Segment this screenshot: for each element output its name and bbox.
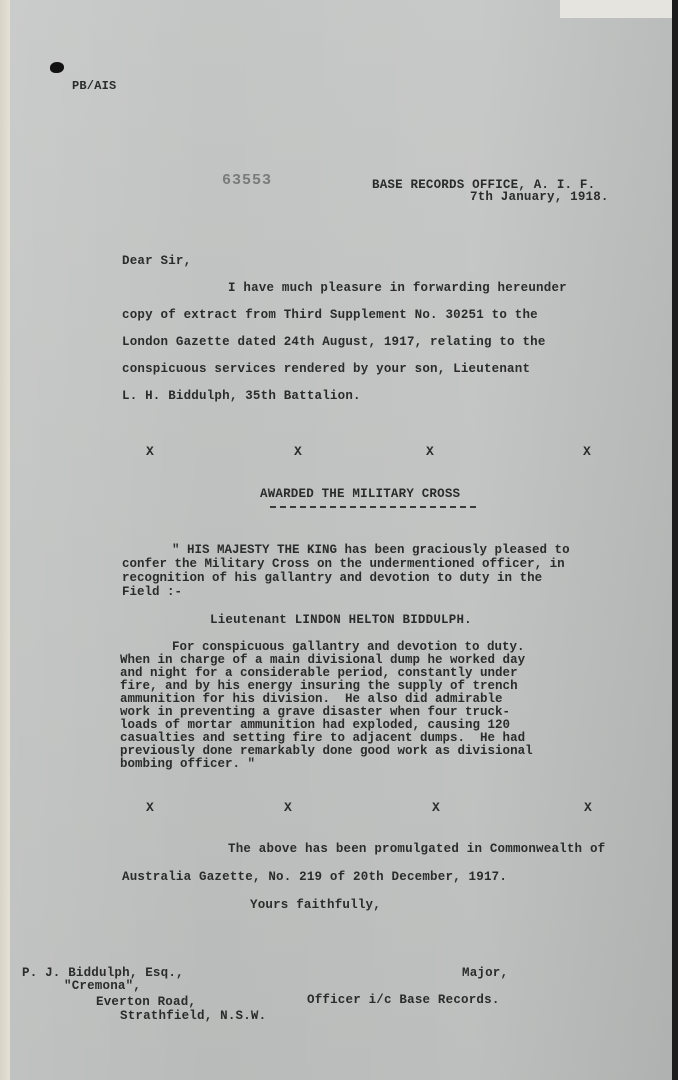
addressee-house: "Cremona", (64, 979, 142, 993)
reference-code: PB/AIS (72, 79, 117, 93)
separator-x: X (583, 444, 591, 459)
signatory-title: Officer i/c Base Records. (307, 993, 500, 1007)
citation-line: loads of mortar ammunition had exploded, causing 120 (120, 718, 511, 732)
intro-line: L. H. Biddulph, 35th Battalion. (122, 389, 361, 403)
letter-date: 7th January, 1918. (470, 190, 609, 204)
intro-line: I have much pleasure in forwarding hereunder (228, 281, 567, 295)
citation-line: work in preventing a grave disaster when four truck- (120, 705, 511, 719)
paper-flap (560, 0, 672, 18)
addressee-name: P. J. Biddulph, Esq., (22, 966, 184, 980)
file-number-stamp: 63553 (222, 172, 273, 189)
separator-x: X (294, 444, 302, 459)
citation-line: casualties and setting fire to adjacent dumps. He had (120, 731, 526, 745)
promulgation-line: Australia Gazette, No. 219 of 20th December, 1917. (122, 870, 508, 884)
signatory-rank: Major, (462, 966, 509, 980)
office-heading: BASE RECORDS OFFICE, A. I. F. (372, 178, 596, 192)
separator-x: X (432, 800, 440, 815)
salutation: Dear Sir, (122, 254, 192, 268)
officer-name: Lieutenant LINDON HELTON BIDDULPH. (210, 613, 472, 627)
heading-underline (270, 506, 476, 508)
citation-line: When in charge of a main divisional dump he worked day (120, 653, 526, 667)
closing: Yours faithfully, (250, 898, 381, 912)
separator-x: X (146, 444, 154, 459)
citation-line: bombing officer. " (120, 757, 256, 771)
separator-x: X (146, 800, 154, 815)
citation-intro-line: recognition of his gallantry and devotion to duty in the (122, 571, 543, 585)
citation-line: and night for a considerable period, constantly under (120, 666, 518, 680)
separator-x: X (284, 800, 292, 815)
promulgation-line: The above has been promulgated in Commonwealth of (228, 842, 606, 856)
citation-line: For conspicuous gallantry and devotion to duty. (172, 640, 525, 654)
citation-intro-line: confer the Military Cross on the undermentioned officer, in (122, 557, 565, 571)
intro-line: London Gazette dated 24th August, 1917, relating to the (122, 335, 546, 349)
addressee-suburb: Strathfield, N.S.W. (120, 1009, 267, 1023)
citation-intro-line: " HIS MAJESTY THE KING has been graciously pleased to (172, 543, 570, 557)
letter-sheet (10, 0, 672, 1080)
punch-hole (50, 62, 64, 73)
intro-line: copy of extract from Third Supplement No. 30251 to the (122, 308, 538, 322)
citation-intro-line: Field :- (122, 585, 183, 599)
separator-x: X (584, 800, 592, 815)
award-heading: AWARDED THE MILITARY CROSS (260, 487, 461, 501)
addressee-street: Everton Road, (96, 995, 197, 1009)
citation-line: previously done remarkably done good work as divisional (120, 744, 533, 758)
intro-line: conspicuous services rendered by your son, Lieutenant (122, 362, 531, 376)
citation-line: fire, and by his energy insuring the supply of trench (120, 679, 518, 693)
separator-x: X (426, 444, 434, 459)
citation-line: ammunition for his division. He also did admirable (120, 692, 503, 706)
